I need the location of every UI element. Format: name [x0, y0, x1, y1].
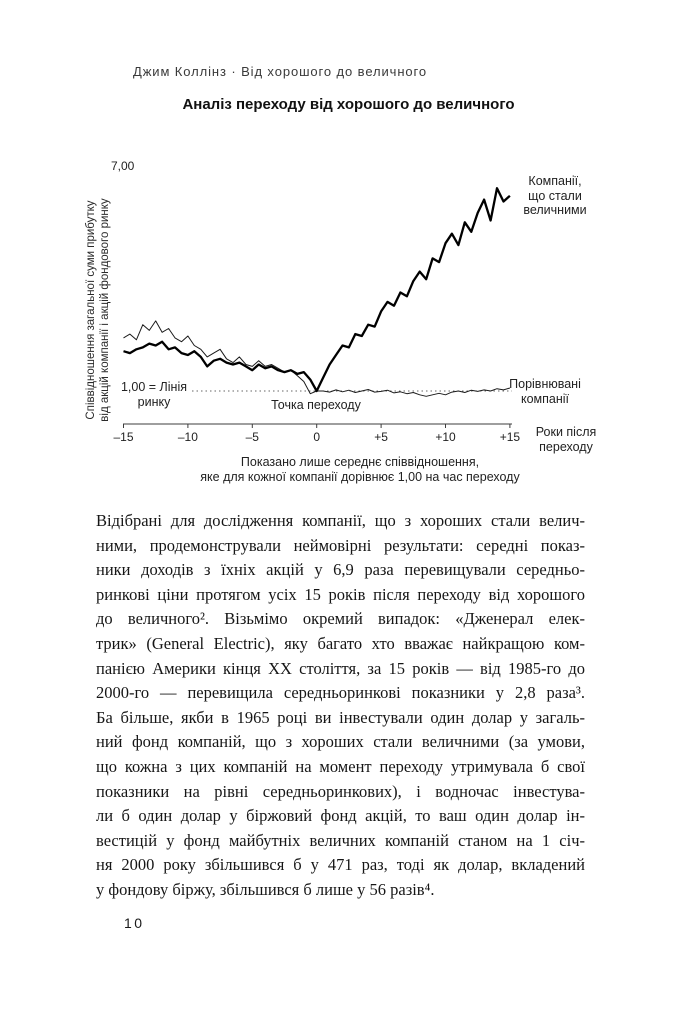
series-label-line: величними	[523, 203, 587, 217]
comparison-series-label	[505, 377, 585, 406]
good-to-great-series-label	[516, 174, 594, 218]
series-label-line: що стали	[528, 188, 582, 203]
good-to-great-companies-line	[124, 188, 510, 391]
body-text-line: 2000-го — перевищила середньоринкові показники у 2,8 раза³.	[96, 683, 585, 703]
x-tick-label: +15	[499, 430, 521, 444]
page-number: 10	[124, 915, 145, 931]
y-axis-title	[84, 170, 114, 450]
body-text-line: ники доходів з їхніх акцій у 6,9 раза перевищували середньо-	[96, 560, 585, 580]
x-tick-label: –15	[113, 430, 134, 444]
series-label-line: Порівнювані	[509, 377, 581, 391]
chart-caption	[100, 455, 620, 484]
body-text-line: ний фонд компаній, що з хороших стали величними (за умови,	[96, 732, 585, 752]
x-tick-label: –5	[245, 430, 259, 444]
body-paragraph	[96, 509, 585, 903]
body-text-line: ними, продемонстрували неймовірні результати: середні показ-	[96, 535, 585, 555]
market-label-line: 1,00 = Лінія	[120, 380, 187, 394]
series-label-line: компанії	[520, 391, 570, 406]
x-axis-title-line: Роки після	[535, 425, 597, 439]
x-tick-label: 0	[313, 430, 321, 444]
y-axis-max-label: 7,00	[111, 159, 135, 173]
body-text-line: до величного². Візьмімо окремий випадок: «Дженерал елек-	[96, 609, 585, 629]
body-text-line: показники на рівні середньоринкових), і водночас інвестува-	[96, 781, 585, 801]
x-tick-label: –10	[177, 430, 198, 444]
series-label-line: Компанії,	[528, 174, 582, 188]
x-axis-title-line: переходу	[539, 439, 593, 454]
body-text-line: Відібрані для дослідження компанії, що з хороших стали велич-	[96, 511, 585, 530]
market-line-label	[114, 380, 194, 409]
body-text-line: вестицій у фонд майбутніх величних компаній станом на 1 січ-	[96, 830, 585, 850]
body-text-line: панією Америки кінця ХХ століття, за 15 років — від 1985-го до	[96, 658, 585, 678]
body-text-line: що кожна з цих компаній на момент переходу утримувала б свої	[96, 756, 585, 776]
transition-chart-figure	[0, 0, 682, 500]
x-tick-label: +5	[374, 430, 388, 444]
chart-caption-line: яке для кожної компанії дорівнює 1,00 на час переходу	[200, 469, 520, 484]
y-axis-title-line: Співвідношення загальної суми прибутку	[85, 200, 97, 420]
x-tick-label: +10	[435, 430, 456, 444]
body-text-line: ли б один долар у біржовий фонд акцій, то ваш один долар ін-	[96, 806, 585, 826]
body-text-line: ня 2000 року збільшився б у 471 раз, тоді як долар, вкладений	[96, 855, 585, 875]
chart-caption-line: Показано лише середнє співвідношення,	[240, 455, 480, 469]
body-text-line: трик» (General Electric), яку багато хто вважає найкращою ком-	[96, 633, 585, 653]
transition-point-label: Точка переходу	[271, 398, 361, 412]
chart-title: Аналіз переходу від хорошого до величного	[182, 96, 515, 113]
body-text-line: ринкові ціни протягом усіх 15 років після переходу від хорошого	[96, 584, 585, 604]
market-label-line: ринку	[137, 394, 171, 409]
running-header: Джим Коллінз · Від хорошого до величного	[133, 64, 428, 79]
x-axis-title	[526, 425, 606, 454]
body-text-line: Ба більше, якби в 1965 році ви інвестували один долар у загаль-	[96, 707, 585, 727]
body-text-line: у фондову біржу, збільшився б лише у 56 разів⁴.	[96, 879, 435, 899]
y-axis-title-line: від акцій компанії і акцій фондового ринку	[99, 198, 111, 422]
